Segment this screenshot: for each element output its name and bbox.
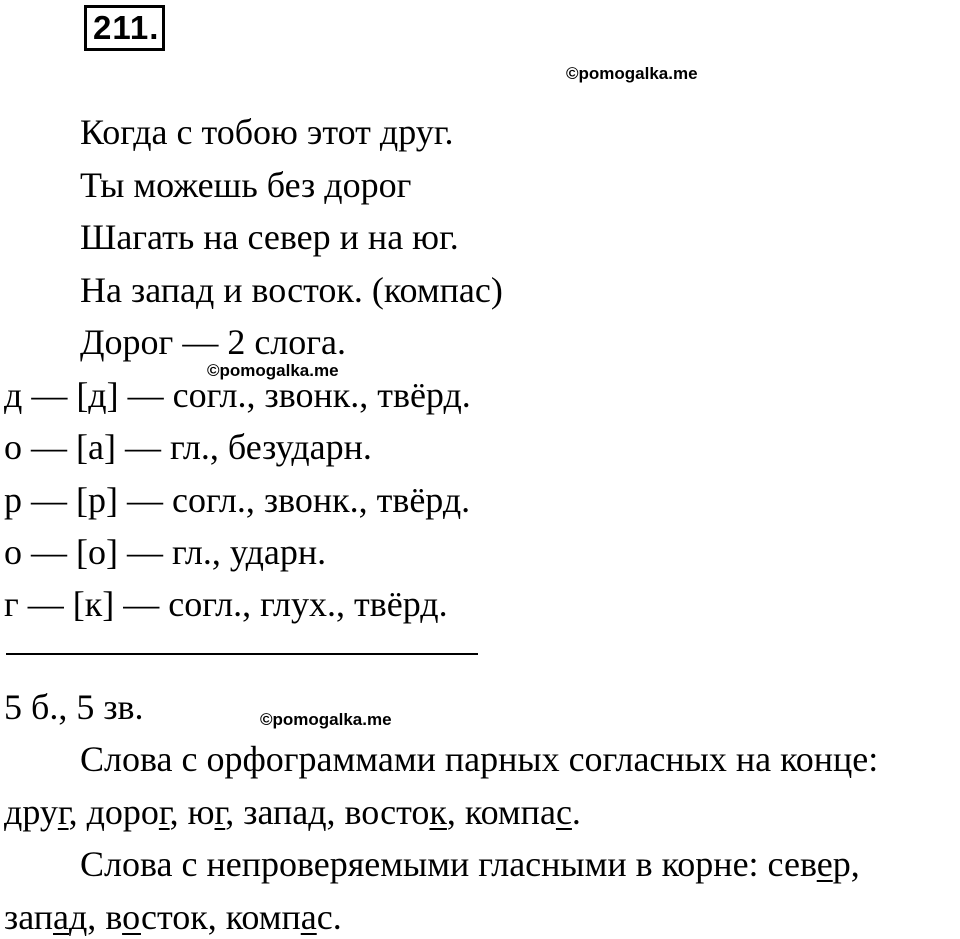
separator: , — [326, 792, 345, 832]
word-stem: дру — [4, 792, 58, 832]
word-stem: компа — [464, 792, 556, 832]
highlighted-letter: а — [53, 897, 69, 937]
poem-line: Ты можешь без дорог — [80, 165, 412, 205]
divider-line — [6, 653, 478, 655]
highlighted-letter: д — [308, 792, 327, 832]
poem-line: Шагать на север и на юг. — [80, 217, 459, 257]
word-stem: запа — [243, 792, 309, 832]
watermark: ©pomogalka.me — [207, 361, 339, 380]
watermark: ©pomogalka.me — [566, 64, 698, 83]
highlighted-letter: а — [300, 897, 317, 937]
watermark: ©pomogalka.me — [260, 710, 392, 729]
separator: . — [571, 792, 581, 832]
highlighted-letter: г — [57, 792, 69, 832]
word-stem: доро — [86, 792, 159, 832]
separator: , — [169, 792, 188, 832]
word-part: сток, — [140, 897, 226, 937]
task-number-box — [84, 5, 165, 51]
highlighted-letter: г — [158, 792, 170, 832]
highlighted-letter: к — [429, 792, 447, 832]
phonetic-row: о — [о] — гл., ударн. — [4, 532, 327, 572]
highlighted-letter: с — [555, 792, 572, 832]
phonetic-row: г — [к] — согл., глух., твёрд. — [4, 584, 448, 624]
phonetic-row: о — [а] — гл., безударн. — [4, 427, 372, 467]
letters-sounds-count: 5 б., 5 зв. — [4, 687, 144, 727]
heading-rest: р, — [832, 844, 860, 884]
highlighted-letter: г — [214, 792, 226, 832]
poem-line: Когда с тобою этот друг. — [80, 112, 454, 152]
phonetic-row: д — [д] — согл., звонк., твёрд. — [4, 375, 471, 415]
highlighted-letter: е — [816, 844, 833, 884]
task-number: 211 — [93, 9, 150, 46]
separator: , — [68, 792, 87, 832]
paired-consonants-words — [4, 790, 581, 834]
syllable-count: Дорог — 2 слога. — [80, 322, 347, 362]
separator: , — [225, 792, 244, 832]
separator: , — [446, 792, 465, 832]
task-number-dot: . — [149, 9, 160, 46]
phonetic-row: р — [р] — согл., звонк., твёрд. — [4, 480, 471, 520]
word-part: с. — [316, 897, 342, 937]
word-part: в — [105, 897, 123, 937]
word-part: д, — [68, 897, 106, 937]
poem-line: На запад и восток. (компас) — [80, 270, 503, 310]
word-stem: ю — [187, 792, 215, 832]
heading-text: Слова с непроверяемыми гласными в корне: сев — [80, 844, 817, 884]
word-stem: восто — [344, 792, 430, 832]
unverifiable-vowels-words — [4, 895, 342, 939]
word-part: комп — [225, 897, 301, 937]
highlighted-letter: о — [122, 897, 141, 937]
paired-consonants-heading: Слова с орфограммами парных согласных на конце: — [80, 739, 879, 779]
word-part: зап — [4, 897, 53, 937]
unverifiable-vowels-heading — [80, 842, 860, 886]
